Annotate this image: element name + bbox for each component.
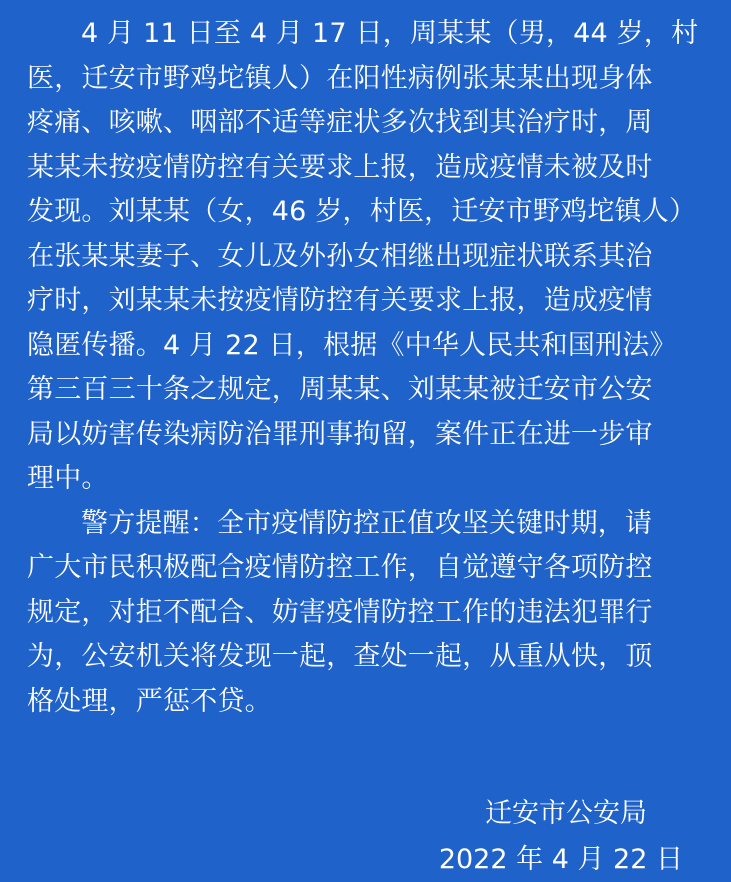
text-line: 规定，对拒不配合、妨害疫情防控工作的违法犯罪行 [27, 596, 653, 628]
text-line: 警方提醒：全市疫情防控正值攻坚关键时期，请 [81, 507, 653, 539]
text-line: 广大市民积极配合疫情防控工作，自觉遵守各项防控 [27, 552, 653, 583]
text-line: 局以妨害传染病防治罪刑事拘留，案件正在进一步审 [27, 418, 653, 450]
text-line: 疼痛、咳嗽、咽部不适等症状多次找到其治疗时，周 [27, 107, 653, 138]
text-line: 4 月 11 日至 4 月 17 日，周某某（男，44 岁，村 [81, 18, 699, 49]
text-line: 格处理，严惩不贷。 [27, 685, 272, 717]
notice-body [27, 12, 703, 724]
paragraph-police-reminder [27, 502, 703, 725]
text-line: 理中。 [27, 463, 109, 494]
text-line: 疗时，刘某某未按疫情防控有关要求上报，造成疫情 [27, 285, 653, 316]
signature-date: 2022 年 4 月 22 日 [438, 844, 683, 875]
text-line: 隐匿传播。4 月 22 日，根据《中华人民共和国刑法》 [27, 329, 677, 361]
paragraph-case-details [27, 12, 703, 502]
signature-organization: 迁安市公安局 [485, 798, 647, 829]
text-line: 第三百三十条之规定，周某某、刘某某被迁安市公安 [27, 374, 653, 405]
text-line: 在张某某妻子、女儿及外孙女相继出现症状联系其治 [27, 240, 653, 272]
text-line: 为，公安机关将发现一起，查处一起，从重从快，顶 [27, 641, 653, 672]
text-line: 医，迁安市野鸡坨镇人）在阳性病例张某某出现身体 [27, 62, 653, 94]
text-line: 发现。刘某某（女，46 岁，村医，迁安市野鸡坨镇人） [27, 196, 697, 227]
text-line: 某某未按疫情防控有关要求上报，造成疫情未被及时 [27, 151, 653, 183]
